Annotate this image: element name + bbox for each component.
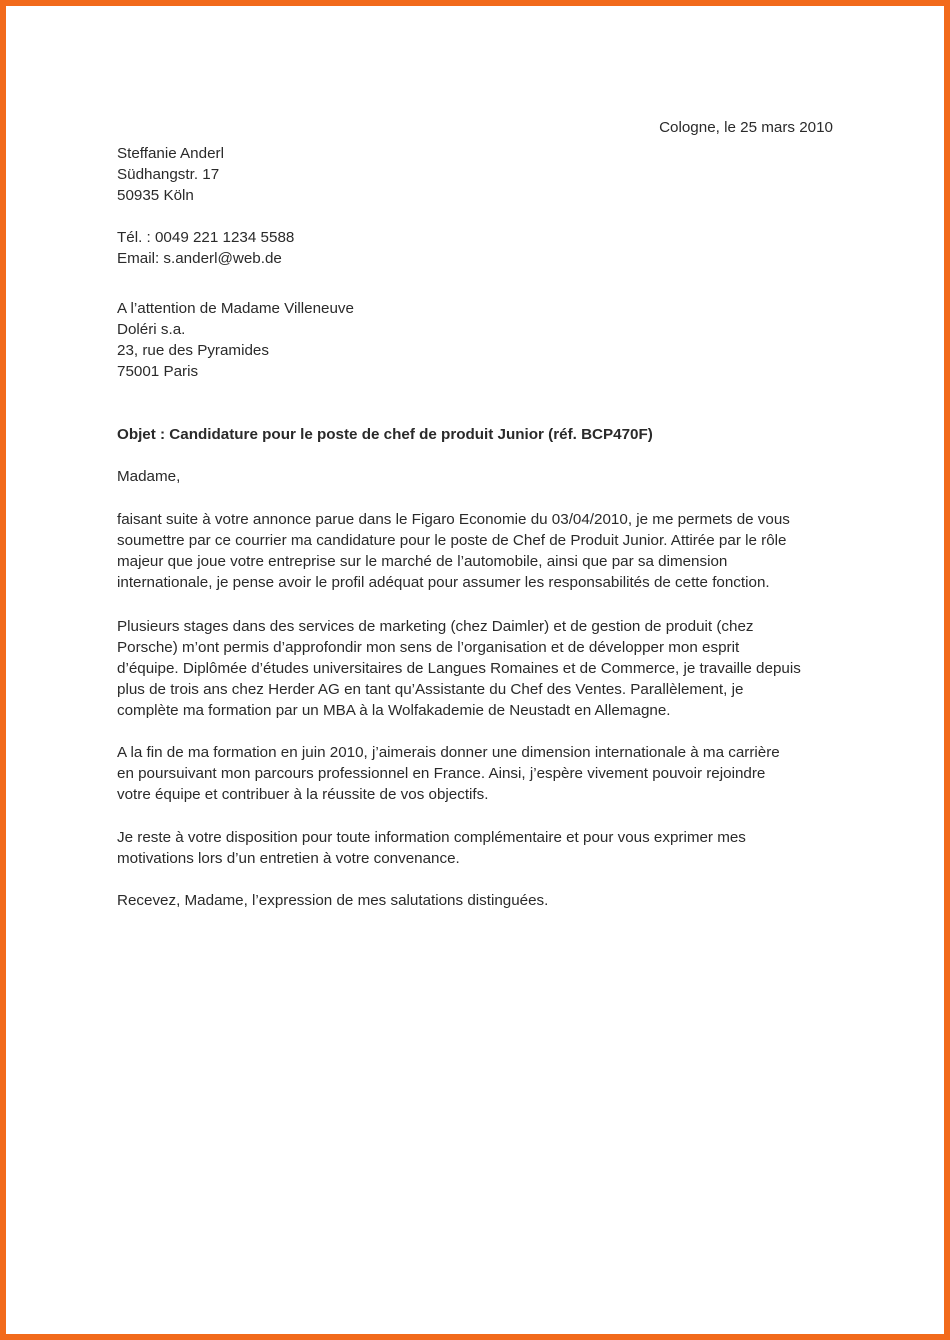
paragraph-line: plus de trois ans chez Herder AG en tant qu’Assistante du Chef des Ventes. Parallèlement, je xyxy=(117,681,744,698)
sender-email: Email: s.anderl@web.de xyxy=(117,250,282,267)
paragraph-line: A la fin de ma formation en juin 2010, j’aimerais donner une dimension internationale à ma carrière xyxy=(117,744,780,761)
paragraph-line: Plusieurs stages dans des services de marketing (chez Daimler) et de gestion de produit (chez xyxy=(117,618,754,635)
letter-greeting: Madame, xyxy=(117,468,181,485)
recipient-city: 75001 Paris xyxy=(117,363,199,380)
recipient-street: 23, rue des Pyramides xyxy=(117,342,269,359)
paragraph-line: votre équipe et contribuer à la réussite de vos objectifs. xyxy=(117,786,489,803)
recipient-company: Doléri s.a. xyxy=(117,321,186,338)
paragraph-motivation xyxy=(117,742,837,805)
sender-phone: Tél. : 0049 221 1234 5588 xyxy=(117,229,295,246)
letter-date: Cologne, le 25 mars 2010 xyxy=(659,119,833,136)
sender-contact xyxy=(117,227,837,269)
paragraph-line: internationale, je pense avoir le profil adéquat pour assumer les responsabilités de cette fonction. xyxy=(117,574,770,591)
letter-closing: Recevez, Madame, l’expression de mes salutations distinguées. xyxy=(117,892,549,909)
paragraph-availability xyxy=(117,827,837,869)
sender-street: Südhangstr. 17 xyxy=(117,166,220,183)
paragraph-line: faisant suite à votre annonce parue dans le Figaro Economie du 03/04/2010, je me permets de vous xyxy=(117,511,790,528)
paragraph-line: majeur que joue votre entreprise sur le marché de l’automobile, ainsi que par sa dimension xyxy=(117,553,728,570)
recipient-address xyxy=(117,298,837,382)
paragraph-introduction xyxy=(117,509,837,593)
recipient-attention: A l’attention de Madame Villeneuve xyxy=(117,300,354,317)
paragraph-line: Je reste à votre disposition pour toute information complémentaire et pour vous exprimer mes xyxy=(117,829,746,846)
paragraph-experience xyxy=(117,616,837,721)
paragraph-line: motivations lors d’un entretien à votre convenance. xyxy=(117,850,460,867)
paragraph-line: Porsche) m’ont permis d’approfondir mon sens de l’organisation et de développer mon esprit xyxy=(117,639,740,656)
paragraph-line: d’équipe. Diplômée d’études universitaires de Langues Romaines et de Commerce, je travaille depuis xyxy=(117,660,801,677)
paragraph-line: complète ma formation par un MBA à la Wolfakademie de Neustadt en Allemagne. xyxy=(117,702,671,719)
letter-subject: Objet : Candidature pour le poste de chef de produit Junior (réf. BCP470F) xyxy=(117,426,653,443)
sender-name: Steffanie Anderl xyxy=(117,145,224,162)
paragraph-line: soumettre par ce courrier ma candidature pour le poste de Chef de Produit Junior. Attirée par le rôle xyxy=(117,532,787,549)
sender-city: 50935 Köln xyxy=(117,187,194,204)
sender-address xyxy=(117,143,837,206)
paragraph-line: en poursuivant mon parcours professionnel en France. Ainsi, j’espère vivement pouvoir rejoindre xyxy=(117,765,766,782)
